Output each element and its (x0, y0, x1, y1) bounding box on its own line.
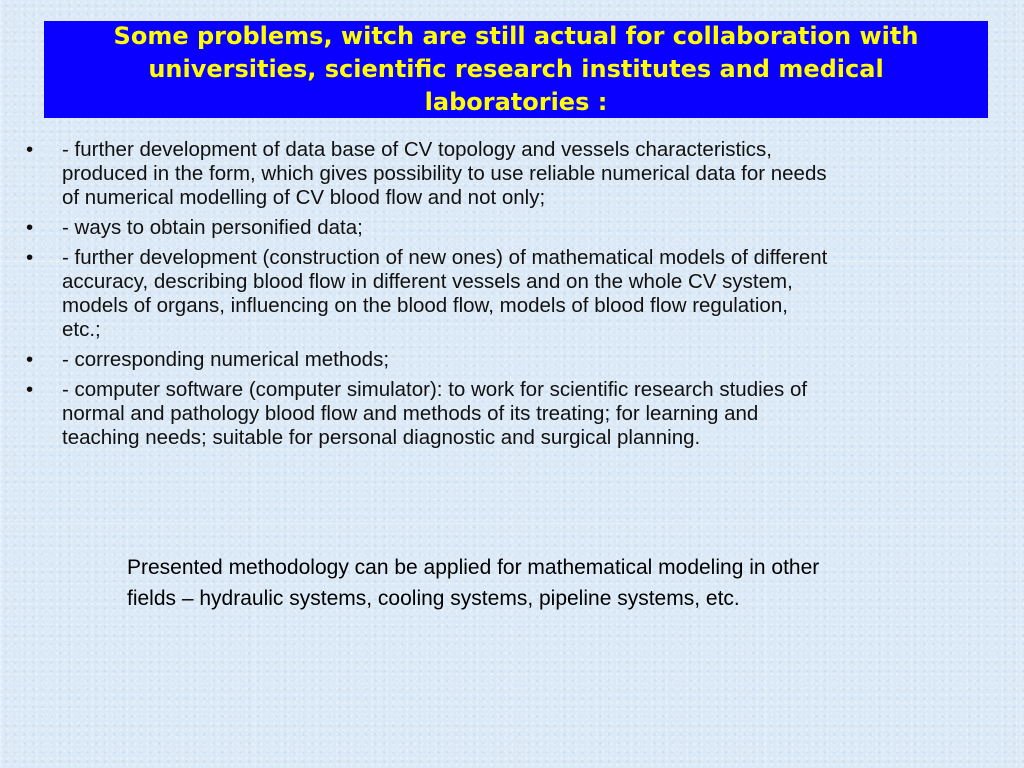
bullet-marker: • (26, 378, 34, 401)
bullet-list (22, 138, 832, 456)
bullet-text: - further development of data base of CV topology and vessels characteristics, produced in the form, which gives possibility to use reliable numerical data for needs of numerical modelling of CV blood flow and not only; (62, 138, 827, 209)
bullet-text: - ways to obtain personified data; (62, 216, 363, 239)
footer-note: Presented methodology can be applied for mathematical modeling in other fields – hydraulic systems, cooling systems, pipeline systems, etc. (127, 556, 820, 610)
bullet-marker: • (26, 348, 34, 371)
slide-title-box (44, 21, 988, 118)
bullet-item (22, 246, 832, 342)
bullet-marker: • (26, 246, 34, 269)
bullet-text: - computer software (computer simulator): to work for scientific research studies of normal and pathology blood flow and methods of its treating; for learning and teaching needs; suitable for personal diagnostic and surgical planning. (62, 378, 808, 449)
slide-title: Some problems, witch are still actual for collaboration with universities, scientific research institutes and medical laboratories : (113, 22, 919, 116)
bullet-item (22, 378, 832, 450)
bullet-marker: • (26, 138, 34, 161)
bullet-item (22, 216, 832, 240)
bullet-item (22, 138, 832, 210)
bullet-item (22, 348, 832, 372)
bullet-marker: • (26, 216, 34, 239)
bullet-text: - further development (construction of new ones) of mathematical models of different accuracy, describing blood flow in different vessels and on the whole CV system, models of organs, influencing on the blood flow, models of blood flow regulation, etc.; (62, 246, 828, 341)
bullet-text: - corresponding numerical methods; (62, 348, 390, 371)
